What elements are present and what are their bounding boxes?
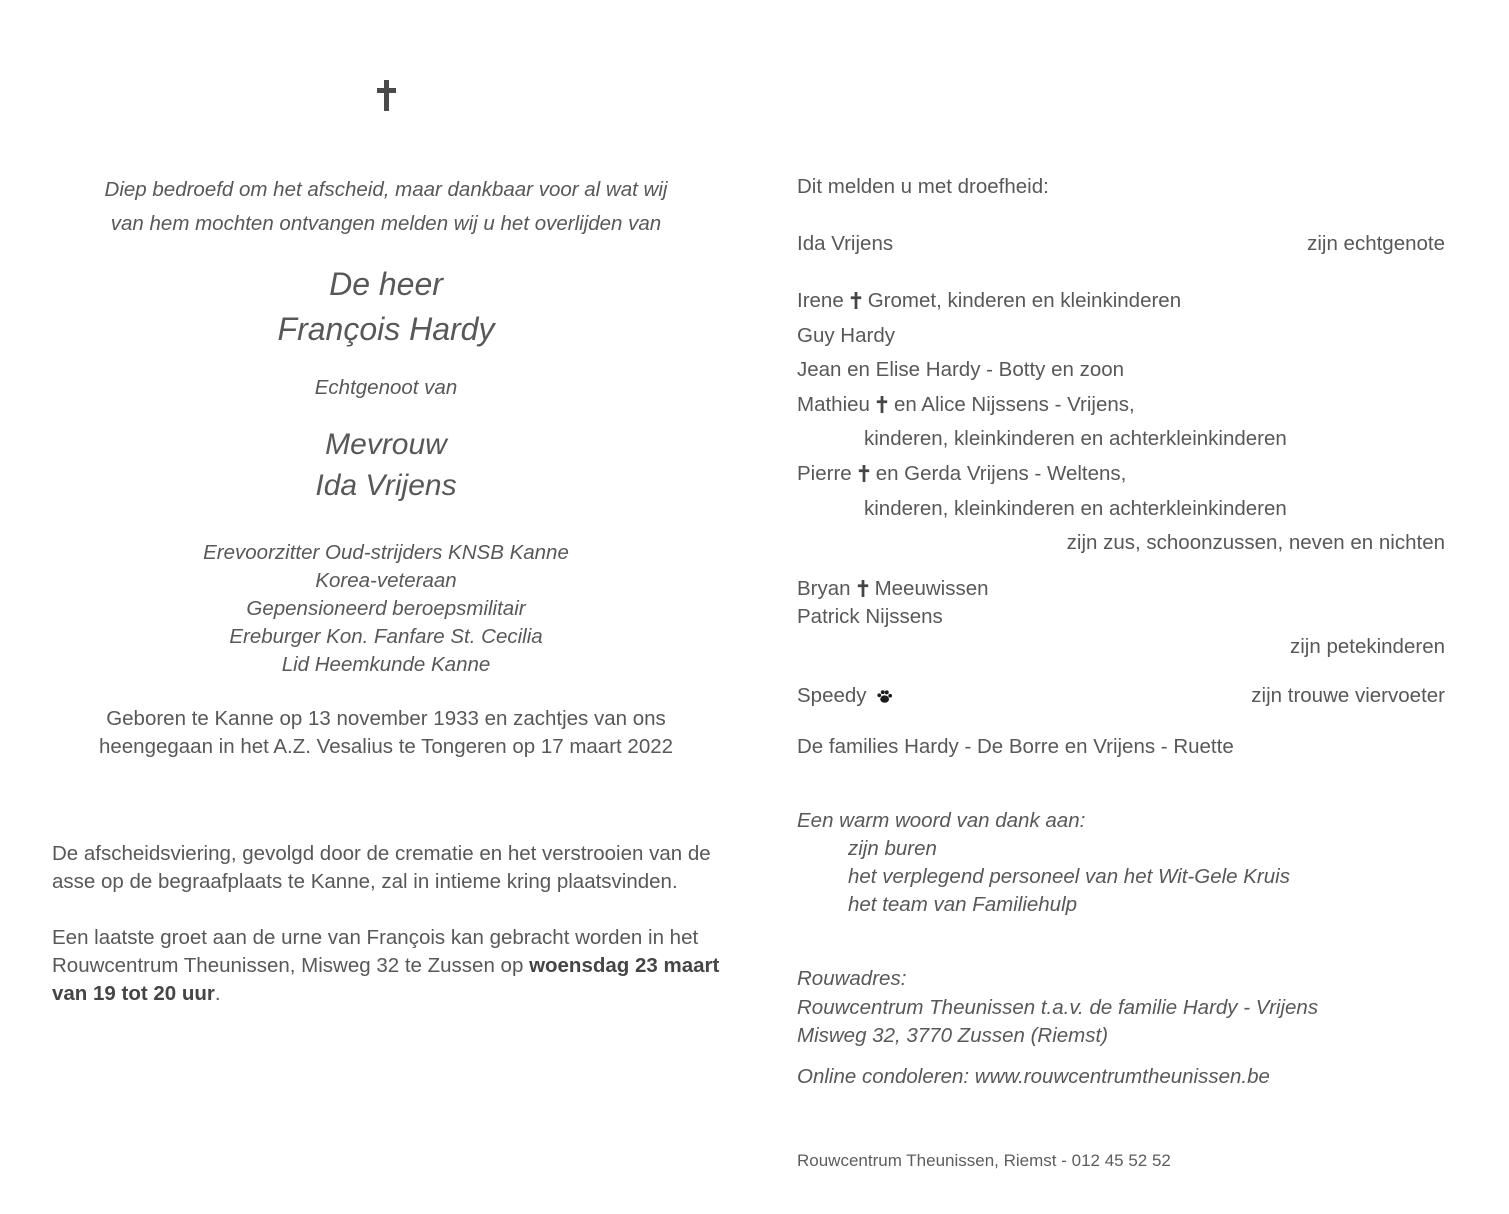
family-row bbox=[797, 284, 1445, 319]
dagger-icon bbox=[850, 292, 862, 309]
mourning-address-block bbox=[797, 965, 1445, 1051]
life-dates: Geboren te Kanne op 13 november 1933 en zachtjes van ons heengegaan in het A.Z. Vesalius te Tongeren op 17 maart 2022 bbox=[98, 707, 674, 758]
family-member-rest: Gromet, kinderen en kleinkinderen bbox=[867, 289, 1182, 312]
family-member-name: Pierre bbox=[797, 461, 852, 485]
family-member-name: Mathieu bbox=[797, 392, 870, 416]
relation-label: Echtgenoot van bbox=[314, 376, 458, 399]
pet-row bbox=[797, 682, 1445, 710]
mourning-address-lines: Rouwcentrum Theunissen t.a.v. de familie Hardy - Vrijens Misweg 32, 3770 Zussen (Riemst) bbox=[797, 995, 1319, 1047]
family-row: Jean en Elise Hardy - Botty en zoon bbox=[797, 358, 1125, 382]
godchild-row bbox=[797, 575, 1445, 603]
deceased-name: De heer François Hardy bbox=[277, 266, 495, 347]
spouse-name: Mevrouw Ida Vrijens bbox=[315, 428, 457, 502]
family-row-descendants: kinderen, kleinkinderen en achterkleinkinderen bbox=[864, 496, 1287, 520]
visitation-text-pre: Een laatste groet aan de urne van François kan gebracht worden in het Rouwcentrum Theunissen, Misweg 32 te Zussen op bbox=[52, 926, 699, 977]
intro-text: Diep bedroefd om het afscheid, maar dankbaar voor al wat wij van hem mochten ontvangen melden wij u het overlijden van bbox=[104, 178, 668, 235]
spouse-relation-label: zijn echtgenote bbox=[1307, 232, 1445, 255]
announcement-line: Dit melden u met droefheid: bbox=[797, 175, 1049, 198]
memorial-cross bbox=[52, 80, 720, 116]
pet-name: Speedy bbox=[797, 684, 867, 707]
thanks-items: zijn buren het verplegend personeel van het Wit-Gele Kruis het team van Familiehulp bbox=[848, 837, 1290, 916]
online-condolence-line: Online condoleren: www.rouwcentrumtheunissen.be bbox=[797, 1065, 1270, 1088]
godchild-row: Patrick Nijssens bbox=[797, 605, 943, 628]
family-list bbox=[797, 284, 1445, 561]
visitation-text bbox=[52, 924, 720, 1008]
thanks-title: Een warm woord van dank aan: bbox=[797, 809, 1086, 832]
mourning-address-title: Rouwadres: bbox=[797, 967, 907, 990]
dagger-icon bbox=[876, 396, 888, 413]
visitation-datetime: woensdag 23 maart van 19 tot 20 uur bbox=[52, 954, 720, 1005]
visitation-text-post: . bbox=[214, 982, 221, 1005]
family-member-rest: en Alice Nijssens - Vrijens, bbox=[893, 392, 1135, 416]
families-line: De families Hardy - De Borre en Vrijens - Ruette bbox=[797, 735, 1234, 758]
pet-name-cell bbox=[797, 682, 893, 710]
godchild-name: Bryan bbox=[797, 577, 851, 600]
family-row-descendants: kinderen, kleinkinderen en achterkleinkinderen bbox=[864, 427, 1287, 451]
family-relation-label: zijn zus, schoonzussen, neven en nichten bbox=[1066, 531, 1445, 555]
funeral-home-footer: Rouwcentrum Theunissen, Riemst - 012 45 52 52 bbox=[797, 1151, 1171, 1170]
godchildren-list bbox=[797, 575, 1445, 631]
family-member-rest: en Gerda Vrijens - Weltens, bbox=[875, 461, 1127, 485]
family-row bbox=[797, 388, 1445, 423]
dagger-icon bbox=[858, 465, 870, 482]
family-row: Guy Hardy bbox=[797, 323, 895, 347]
dagger-icon bbox=[857, 580, 869, 597]
family-row bbox=[797, 457, 1445, 492]
honors-list: Erevoorzitter Oud-strijders KNSB Kanne Korea-veteraan Gepensioneerd beroepsmilitair Ereburger Kon. Fanfare St. Cecilia Lid Heemkunde Kanne bbox=[203, 541, 569, 676]
family-member-name: Irene bbox=[797, 289, 844, 312]
spouse-row-name: Ida Vrijens bbox=[797, 232, 894, 255]
godchildren-relation-label: zijn petekinderen bbox=[1290, 635, 1445, 658]
godchild-rest: Meeuwissen bbox=[874, 577, 989, 600]
pet-relation-label: zijn trouwe viervoeter bbox=[1251, 684, 1445, 707]
spouse-row bbox=[797, 230, 1445, 258]
ceremony-text: De afscheidsviering, gevolgd door de crematie en het verstrooien van de asse op de begraafplaats te Kanne, zal in intieme kring plaatsvinden. bbox=[52, 842, 711, 893]
memorial-cross-icon bbox=[377, 80, 396, 111]
thanks-block bbox=[797, 807, 1445, 919]
paw-icon bbox=[876, 688, 893, 704]
